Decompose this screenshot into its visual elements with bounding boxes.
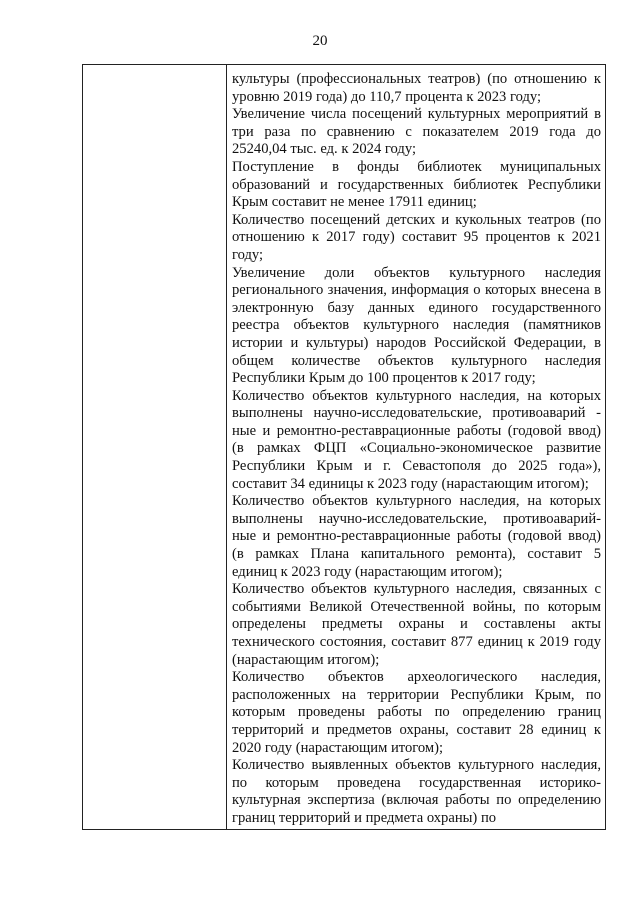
paragraph-heritage-restoration-capital: Количество объектов культурного наследия, на которых выполнены научно-исследовательские, противоаварий- ные и ремонтно-реставрационные работы (годовой ввод) (в рамках Плана капитального ремонта), составит 5 единиц к 2023 году (нарастающим итогом); <box>232 493 601 580</box>
document-table <box>82 64 606 830</box>
paragraph-library-funds: Поступление в фонды библиотек муниципальных образований и государственных библиотек Республики Крым составит не менее 17911 единиц; <box>232 158 601 211</box>
paragraph-archaeological-heritage: Количество объектов археологического наследия, расположенных на территории Республики Крым, по которым проведены работы по определению границ территорий и предметов охраны, составит 28 единиц к 2020 году (нарастающим итогом); <box>232 669 601 756</box>
paragraph-ww2-heritage: Количество объектов культурного наследия, связанных с событиями Великой Отечественной войны, по которым определены предметы охраны и составлены акты технического состояния, составит 877 единиц к 2019 году (нарастающим итогом); <box>232 581 601 668</box>
paragraph-heritage-restoration-fcp: Количество объектов культурного наследия, на которых выполнены научно-исследовательские, противоаварий - ные и ремонтно-реставрационные работы (годовой ввод) (в рамках ФЦП «Социально-экономическое развитие Республики Крым и г. Севастополя до 2025 года»), составит 34 единицы к 2023 году (нарастающим итогом); <box>232 387 601 492</box>
paragraph-cultural-events: Увеличение числа посещений культурных мероприятий в три раза по сравнению с показателем 2019 года до 25240,04 тыс. ед. к 2024 году; <box>232 106 601 158</box>
page-number: 20 <box>312 33 328 49</box>
paragraph-theater-attendance: культуры (профессиональных театров) (по отношению к уровню 2019 года) до 110,7 процента к 2023 году; <box>232 71 601 105</box>
paragraph-children-theaters: Количество посещений детских и кукольных театров (по отношению к 2017 году) составит 95 процентов к 2021 году; <box>232 211 601 263</box>
table-left-cell <box>83 65 227 829</box>
table-right-cell <box>227 65 605 829</box>
paragraph-heritage-expertise: Количество выявленных объектов культурного наследия, по которым проведена государственная историко-культурная экспертиза (включая работы по определению границ территорий и предмета охраны) по <box>232 757 601 826</box>
paragraph-heritage-registry: Увеличение доли объектов культурного наследия регионального значения, информация о которых внесена в электронную базу данных единого государственного реестра объектов культурного наследия (памятников истории и культуры) народов Российской Федерации, в общем количестве объектов культурного наследия Республики Крым до 100 процентов к 2017 году; <box>232 264 601 387</box>
